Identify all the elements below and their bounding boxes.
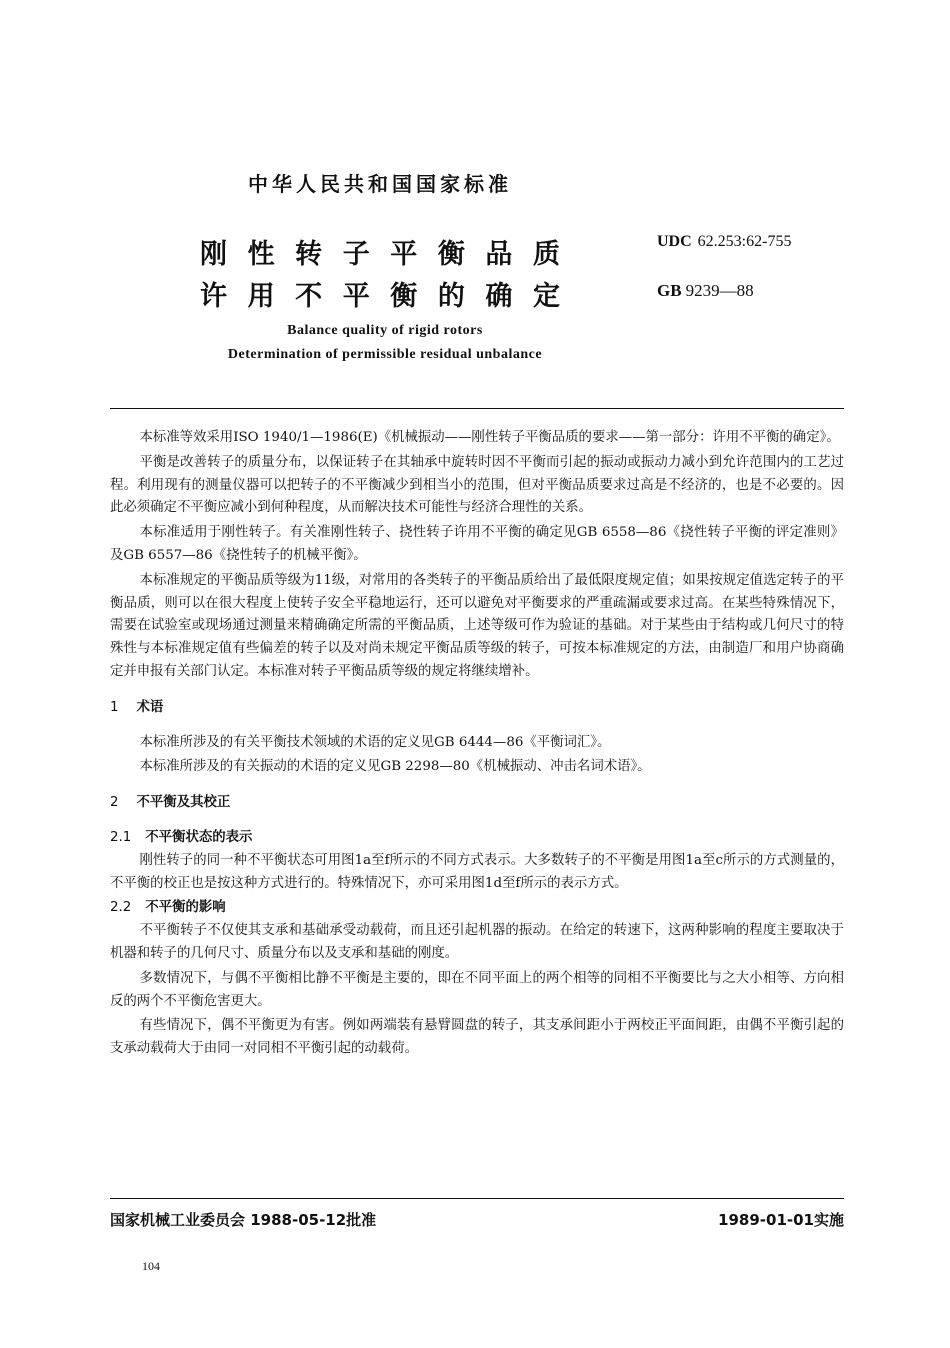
section-2-2-paragraph-2: 多数情况下，与偶不平衡相比静不平衡是主要的，即在不同平面上的两个相等的同相不平衡要比与之大小相等、方向相反的两个不平衡危害更大。 (110, 970, 844, 1009)
title-char: 衡 (437, 239, 465, 270)
udc-code (657, 233, 791, 251)
gb-label: GB (657, 281, 682, 300)
title-char: 衡 (390, 281, 418, 312)
section-1-heading (110, 697, 844, 720)
gb-value: 9239—88 (685, 281, 754, 300)
title-char: 质 (532, 239, 560, 270)
implementation-date: 1989-01-01实施 (718, 1211, 844, 1229)
document-body (110, 427, 844, 1063)
title-char: 的 (437, 281, 465, 312)
section-2-2-paragraph-1: 不平衡转子不仅使其支承和基础承受动载荷，而且还引起机器的振动。在给定的转速下，这两种影响的程度主要取决于机器和转子的几何尺寸、质量分布以及支承和基础的刚度。 (110, 923, 844, 961)
subsection-number: 2.1 (110, 829, 132, 845)
section-title: 不平衡及其校正 (136, 795, 231, 811)
title-char: 性 (247, 239, 275, 270)
title-char: 不 (295, 281, 323, 312)
intro-paragraph-2: 平衡是改善转子的质量分布，以保证转子在其轴承中旋转时因不平衡而引起的振动或振动力减小到允许范围内的工艺过程。利用现有的测量仪器可以把转子的不平衡减少到相当小的范围，但对平衡品质要求过高是不经济的，也是不必要的。因此必须确定不平衡应减小到何种程度，从而解决技术可能性与经济合理性的关系。 (110, 454, 844, 516)
chinese-title-line-1 (200, 232, 560, 271)
title-char: 确 (485, 281, 513, 312)
intro-paragraph-1: 本标准等效采用ISO 1940/1—1986(E)《机械振动——刚性转子平衡品质的要求——第一部分：许用不平衡的确定》。 (139, 430, 840, 445)
gb-standard-number (657, 281, 754, 301)
header-divider (110, 408, 844, 409)
english-title-line-2: Determination of permissible residual unbalance (227, 347, 543, 362)
title-char: 平 (390, 239, 418, 270)
footer-divider (110, 1198, 844, 1199)
issuing-organization: 中华人民共和国国家标准 (248, 172, 512, 196)
section-2-1-paragraph-1: 刚性转子的同一种不平衡状态可用图1a至f所示的不同方式表示。大多数转子的不平衡是用图1a至c所示的方式测量的，不平衡的校正也是按这种方式进行的。特殊情况下，亦可采用图1d至f所示的表示方式。 (110, 852, 844, 891)
section-1-paragraph-1: 本标准所涉及的有关平衡技术领域的术语的定义见GB 6444—86《平衡词汇》。 (139, 734, 611, 750)
section-2-2-heading (110, 897, 844, 920)
title-char: 品 (485, 239, 513, 270)
section-1-paragraph-2: 本标准所涉及的有关振动的术语的定义见GB 2298—80《机械振动、冲击名词术语》。 (139, 759, 651, 775)
intro-paragraph-4: 本标准规定的平衡品质等级为11级，对常用的各类转子的平衡品质给出了最低限度规定值；如果按规定值选定转子的平衡品质，则可以在很大程度上使转子安全平稳地运行，还可以避免对平衡要求的严重疏漏或要求过高。在某些特殊情况下，需要在试验室或现场通过测量来精确确定所需的平衡品质，上述等级可作为验证的基础。对于某些由于结构或几何尺寸的特殊性与本标准规定值有些偏差的转子以及对尚未规定平衡品质等级的转子，可按本标准规定的方法，由制造厂和用户协商确定并申报有关部门认定。本标准对转子平衡品质等级的规定将继续增补。 (110, 572, 844, 679)
subsection-title: 不平衡的影响 (145, 900, 226, 916)
approval-date: 国家机械工业委员会 1988-05-12批准 (110, 1211, 377, 1229)
intro-paragraph-3: 本标准适用于刚性转子。有关准刚性转子、挠性转子许用不平衡的确定见GB 6558—86《挠性转子平衡的评定准则》及GB 6557—86《挠性转子的机械平衡》。 (110, 525, 844, 563)
section-2-2-paragraph-3: 有些情况下，偶不平衡更为有害。例如两端装有悬臂圆盘的转子，其支承间距小于两校正平面间距，由偶不平衡引起的支承动载荷大于由同一对同相不平衡引起的动载荷。 (110, 1018, 844, 1057)
title-char: 用 (247, 281, 275, 312)
subsection-title: 不平衡状态的表示 (145, 829, 253, 845)
section-2-1-heading (110, 827, 844, 850)
page-number: 104 (142, 1259, 160, 1273)
section-2-heading (110, 792, 844, 815)
chinese-title-line-2 (200, 274, 560, 313)
section-title: 术语 (136, 699, 164, 715)
title-char: 刚 (200, 239, 227, 270)
title-char: 许 (200, 281, 227, 312)
subsection-number: 2.2 (110, 900, 132, 916)
title-char: 子 (342, 239, 370, 270)
section-number: 2 (110, 795, 119, 811)
udc-value: 62.253:62-755 (697, 233, 792, 250)
english-title-line-1: Balance quality of rigid rotors (287, 323, 483, 338)
title-char: 平 (342, 281, 370, 312)
title-char: 定 (532, 281, 560, 312)
udc-label: UDC (657, 233, 692, 250)
section-number: 1 (110, 699, 119, 715)
title-char: 转 (295, 239, 323, 270)
